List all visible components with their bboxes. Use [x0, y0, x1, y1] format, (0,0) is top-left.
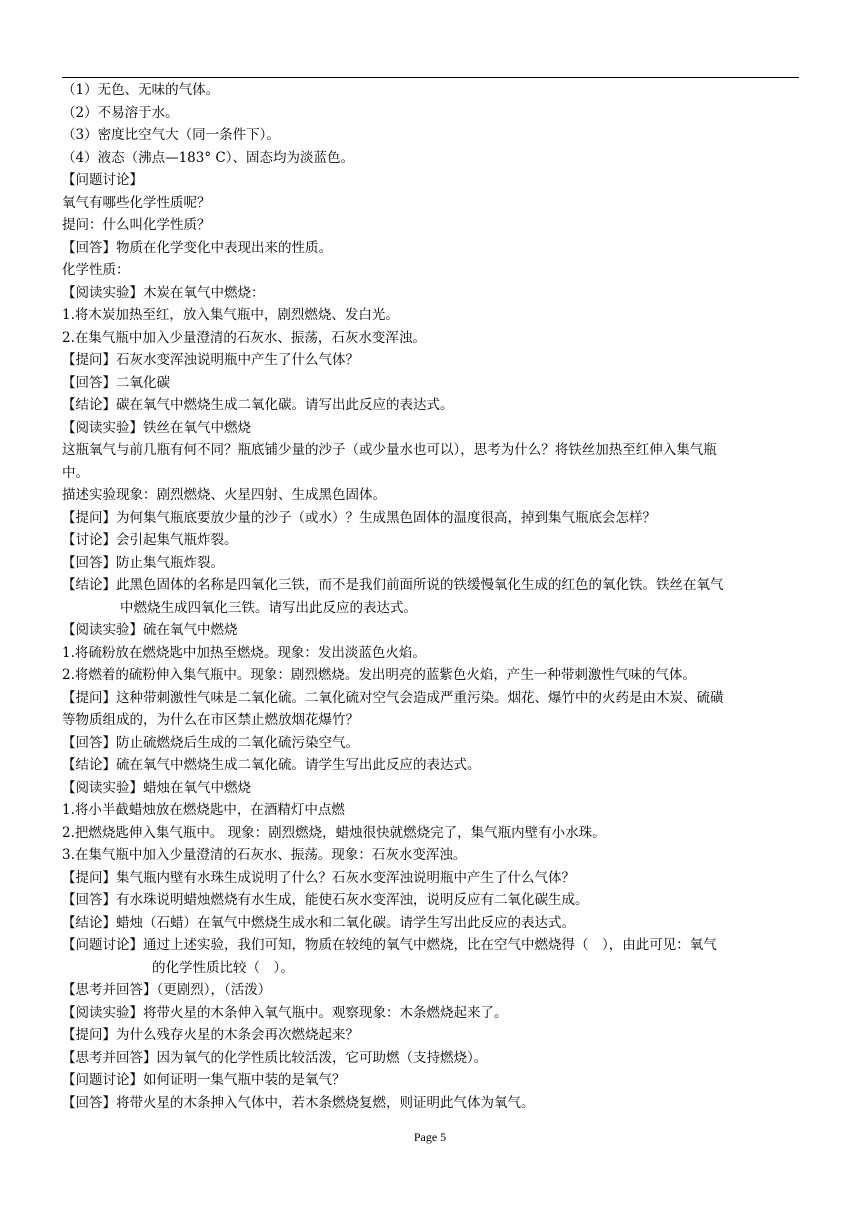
text-line: 【结论】碳在氧气中燃烧生成二氧化碳。请写出此反应的表达式。: [62, 397, 454, 413]
text-line: 提问：什么叫化学性质？: [62, 217, 211, 233]
text-line: 的化学性质比较（ ）。: [152, 959, 294, 976]
text-line: 1.将硫粉放在燃烧匙中加热至燃烧。现象：发出淡蓝色火焰。: [62, 644, 426, 661]
text-line: 【回答】物质在化学变化中表现出来的性质。: [62, 239, 332, 256]
header-rule: [62, 77, 799, 78]
text-line: 【提问】为什么残存火星的木条会再次燃烧起来？: [62, 1027, 359, 1043]
text-line: 【回答】防止集气瓶炸裂。: [62, 554, 224, 571]
text-line: 描述实验现象：剧烈燃烧、火星四射、生成黑色固体。: [62, 487, 386, 503]
text-line: 【回答】二氧化碳: [62, 374, 170, 391]
text-line: 这瓶氧气与前几瓶有何不同？瓶底铺少量的沙子（或少量水也可以），思考为什么？将铁丝加热至红伸入集气瓶: [62, 442, 717, 458]
document-body: [62, 79, 799, 1114]
text-line: 【问题讨论】: [62, 172, 143, 188]
text-line: 【提问】集气瓶内壁有水珠生成说明了什么？石灰水变浑浊说明瓶中产生了什么气体？: [62, 869, 575, 886]
text-line: 化学性质：: [62, 262, 130, 278]
text-line: 中燃烧生成四氧化三铁。请写出此反应的表达式。: [120, 599, 417, 616]
text-line: 2.在集气瓶中加入少量澄清的石灰水、振荡，石灰水变浑浊。: [62, 329, 426, 346]
text-line: 【问题讨论】如何证明一集气瓶中装的是氧气？: [62, 1072, 346, 1088]
text-line: （1）无色、无味的气体。: [62, 82, 220, 98]
text-line: 2.把燃烧匙伸入集气瓶中。 现象：剧烈燃烧，蜡烛很快就燃烧完了，集气瓶内壁有小水珠。: [62, 824, 606, 841]
text-line: （2）不易溶于水。: [62, 104, 179, 121]
text-line: 等物质组成的，为什么在市区禁止燃放烟花爆竹？: [62, 712, 359, 728]
text-line: 【结论】此黑色固体的名称是四氧化三铁，而不是我们前面所说的铁缓慢氧化生成的红色的氧化铁。铁丝在氧气: [62, 577, 724, 593]
text-line: 【提问】这种带刺激性气味是二氧化硫。二氧化硫对空气会造成严重污染。烟花、爆竹中的火药是由木炭、硫磺: [62, 689, 724, 706]
page-number: Page 5: [413, 1130, 447, 1144]
text-line: 2.将燃着的硫粉伸入集气瓶中。现象：剧烈燃烧。发出明亮的蓝紫色火焰，产生一种带刺激性气味的气体。: [62, 667, 696, 683]
text-line: 【提问】石灰水变浑浊说明瓶中产生了什么气体？: [62, 352, 359, 368]
text-line: 【阅读实验】木炭在氧气中燃烧：: [62, 284, 265, 301]
text-line: （4）液态（沸点—183° C）、固态均为淡蓝色。: [62, 149, 354, 166]
text-line: 【提问】为何集气瓶底要放少量的沙子（或水）？生成黑色固体的温度很高，掉到集气瓶底会怎样？: [62, 509, 656, 526]
text-line: 【回答】将带火星的木条抻入气体中，若木条燃烧复燃，则证明此气体为氧气。: [62, 1094, 535, 1111]
text-line: 氧气有哪些化学性质呢？: [62, 194, 211, 211]
text-line: 【回答】有水珠说明蜡烛燃烧有水生成，能使石灰水变浑浊，说明反应有二氧化碳生成。: [62, 892, 589, 908]
text-line: 【阅读实验】蜡烛在氧气中燃烧: [62, 779, 251, 796]
text-line: 【回答】防止硫燃烧后生成的二氧化硫污染空气。: [62, 734, 359, 751]
text-line: 【结论】硫在氧气中燃烧生成二氧化硫。请学生写出此反应的表达式。: [62, 757, 481, 773]
text-line: 【问题讨论】通过上述实验，我们可知，物质在较纯的氧气中燃烧，比在空气中燃烧得（ ），由此可见：氧气: [62, 937, 717, 953]
text-line: 【思考并回答】（更剧烈），（活泼）: [62, 982, 272, 998]
text-line: 【阅读实验】将带火星的木条伸入氧气瓶中。观察现象：木条燃烧起来了。: [62, 1004, 508, 1021]
text-line: 【讨论】会引起集气瓶炸裂。: [62, 532, 238, 548]
text-line: 中。: [62, 464, 89, 481]
text-line: 【思考并回答】因为氧气的化学性质比较活泼，它可助燃（支持燃烧）。: [62, 1049, 488, 1066]
text-line: 【阅读实验】硫在氧气中燃烧: [62, 622, 238, 638]
text-line: （3）密度比空气大（同一条件下）。: [62, 127, 280, 143]
text-line: 【结论】蜡烛（石蜡）在氧气中燃烧生成水和二氧化碳。请学生写出此反应的表达式。: [62, 914, 575, 931]
text-line: 1.将小半截蜡烛放在燃烧匙中，在酒精灯中点燃: [62, 802, 345, 818]
text-line: 【阅读实验】铁丝在氧气中燃烧: [62, 419, 251, 436]
text-line: 1.将木炭加热至红，放入集气瓶中，剧烈燃烧、发白光。: [62, 307, 399, 323]
text-line: 3.在集气瓶中加入少量澄清的石灰水、振荡。现象：石灰水变浑浊。: [62, 847, 467, 863]
